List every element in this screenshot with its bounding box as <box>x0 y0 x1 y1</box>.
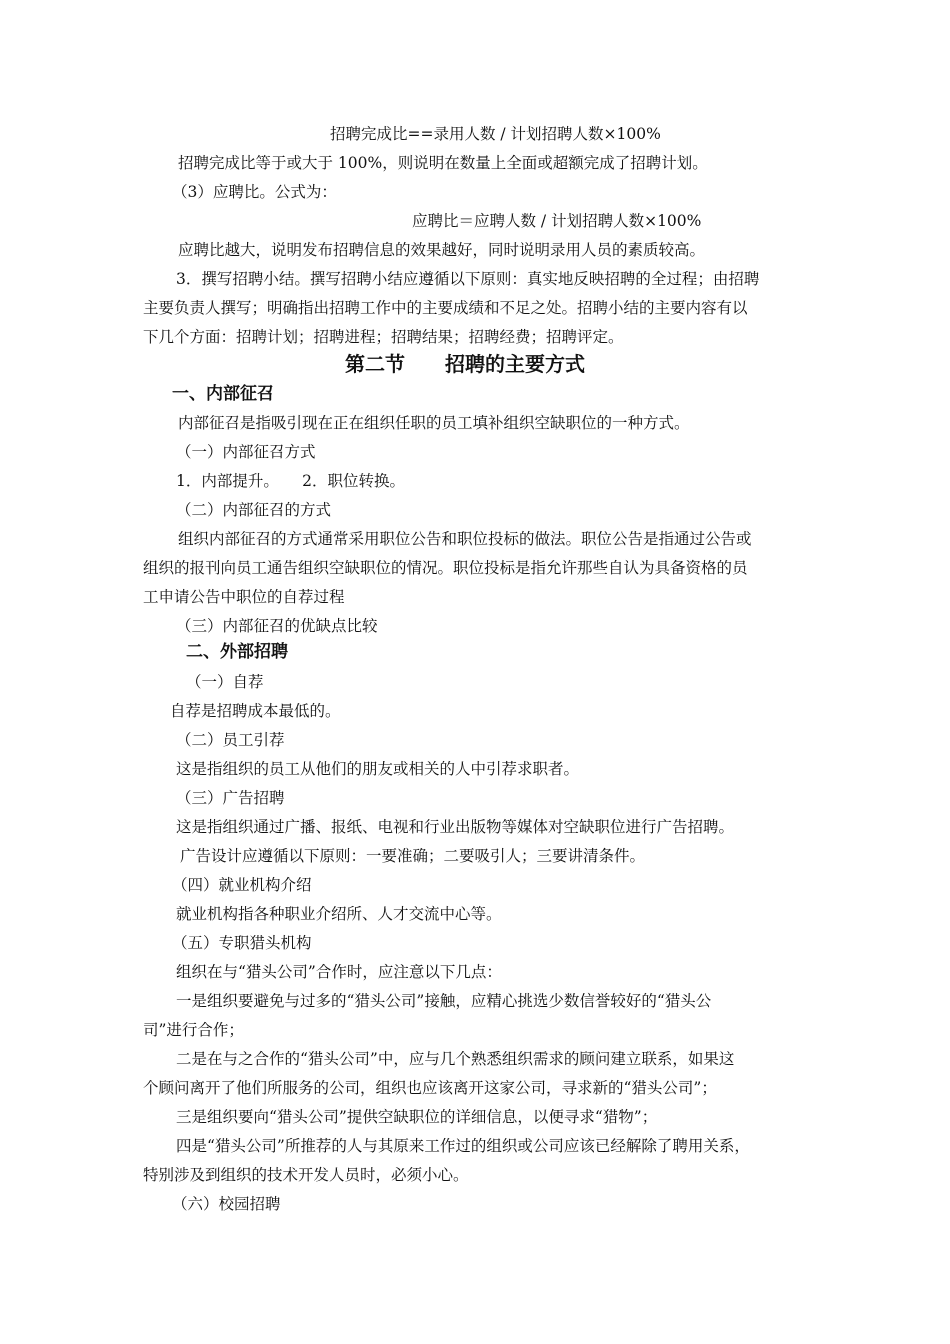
sub-heading: （二）内部征召的方式 <box>176 501 332 519</box>
paragraph-line: 特别涉及到组织的技术开发人员时，必须小心。 <box>143 1166 469 1184</box>
paragraph-line: 一是组织要避免与过多的“猎头公司”接触，应精心挑选少数信誉较好的“猎头公 <box>176 992 712 1010</box>
section-heading-external: 二、外部招聘 <box>186 642 288 662</box>
paragraph-line: 工申请公告中职位的自荐过程 <box>143 588 345 606</box>
paragraph-line: 招聘完成比等于或大于 100%，则说明在数量上全面或超额完成了招聘计划。 <box>178 154 708 172</box>
sub-heading: （四）就业机构介绍 <box>172 876 312 894</box>
list-line: 1．内部提升。 2．职位转换。 <box>176 472 405 490</box>
formula-application-ratio: 应聘比＝应聘人数 / 计划招聘人数×100% <box>412 212 702 230</box>
paragraph-line: 下几个方面：招聘计划；招聘进程；招聘结果；招聘经费；招聘评定。 <box>143 328 624 346</box>
paragraph-line: 这是指组织的员工从他们的朋友或相关的人中引荐求职者。 <box>176 760 580 778</box>
sub-heading: （五）专职猎头机构 <box>172 934 312 952</box>
paragraph-line: 组织在与“猎头公司”合作时，应注意以下几点： <box>176 963 502 981</box>
section-title: 第二节 招聘的主要方式 <box>345 352 585 376</box>
sub-heading: （一）自荐 <box>186 673 264 691</box>
sub-heading: （六）校园招聘 <box>172 1195 281 1213</box>
paragraph-line: 司”进行合作； <box>143 1021 244 1039</box>
sub-heading: （三）内部征召的优缺点比较 <box>176 617 378 635</box>
paragraph-line: 广告设计应遵循以下原则：一要准确；二要吸引人；三要讲清条件。 <box>180 847 646 865</box>
paragraph-line: 内部征召是指吸引现在正在组织任职的员工填补组织空缺职位的一种方式。 <box>178 414 690 432</box>
paragraph-line: 就业机构指各种职业介绍所、人才交流中心等。 <box>176 905 502 923</box>
paragraph-line: 个顾问离开了他们所服务的公司，组织也应该离开这家公司，寻求新的“猎头公司”； <box>143 1079 717 1097</box>
section-heading-internal: 一、内部征召 <box>172 384 274 404</box>
sub-heading: （二）员工引荐 <box>176 731 285 749</box>
paragraph-line: 主要负责人撰写；明确指出招聘工作中的主要成绩和不足之处。招聘小结的主要内容有以 <box>143 299 748 317</box>
paragraph-line: 这是指组织通过广播、报纸、电视和行业出版物等媒体对空缺职位进行广告招聘。 <box>176 818 735 836</box>
paragraph-line: 四是“猎头公司”所推荐的人与其原来工作过的组织或公司应该已经解除了聘用关系， <box>176 1137 750 1155</box>
paragraph-line: 二是在与之合作的“猎头公司”中，应与几个熟悉组织需求的顾问建立联系，如果这 <box>176 1050 735 1068</box>
sub-heading: （一）内部征召方式 <box>176 443 316 461</box>
paragraph-line: 3．撰写招聘小结。撰写招聘小结应遵循以下原则：真实地反映招聘的全过程；由招聘 <box>176 270 760 288</box>
item-heading: （3）应聘比。公式为： <box>172 183 337 201</box>
paragraph-line: 组织的报刊向员工通告组织空缺职位的情况。职位投标是指允许那些自认为具备资格的员 <box>143 559 748 577</box>
paragraph-line: 组织内部征召的方式通常采用职位公告和职位投标的做法。职位公告是指通过公告或 <box>178 530 752 548</box>
paragraph-line: 应聘比越大，说明发布招聘信息的效果越好，同时说明录用人员的素质较高。 <box>178 241 706 259</box>
paragraph-line: 自荐是招聘成本最低的。 <box>170 702 341 720</box>
formula-completion-ratio: 招聘完成比==录用人数 / 计划招聘人数×100% <box>330 125 661 143</box>
paragraph-line: 三是组织要向“猎头公司”提供空缺职位的详细信息，以便寻求“猎物”； <box>176 1108 658 1126</box>
sub-heading: （三）广告招聘 <box>176 789 285 807</box>
